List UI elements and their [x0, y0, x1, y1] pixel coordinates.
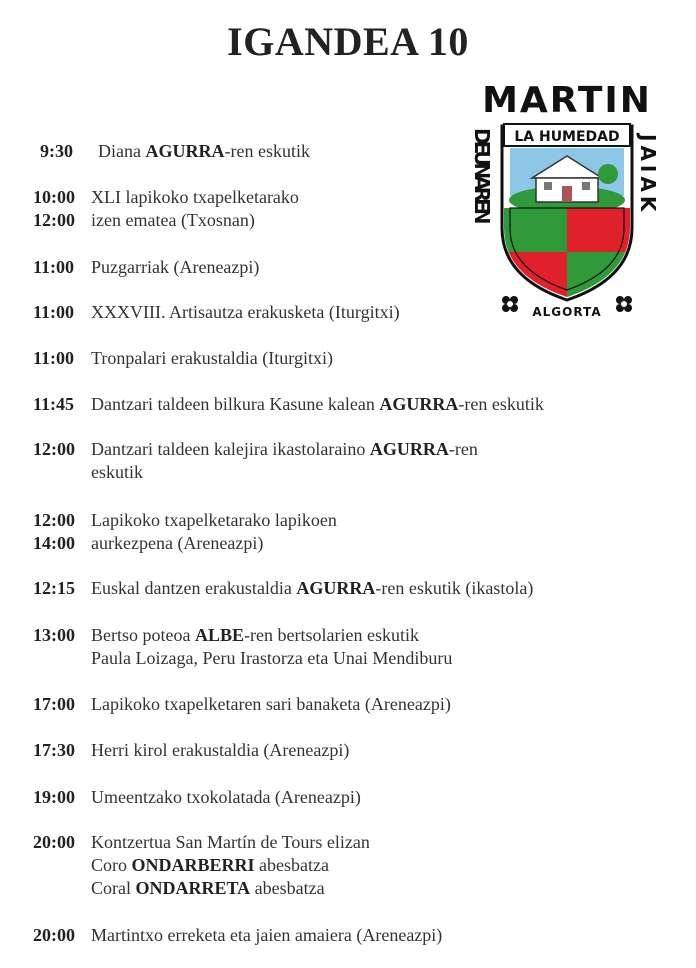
schedule-text: Paula Loizaga, Peru Irastorza eta Unai Mendiburu	[91, 648, 453, 668]
lauburu-icon-left	[502, 296, 518, 312]
organizer-name: AGURRA	[379, 394, 459, 414]
schedule-text: eskutik	[91, 462, 143, 482]
schedule-time: 11:00	[33, 257, 75, 277]
schedule-text: Puzgarriak (Areneazpi)	[91, 257, 260, 277]
schedule-time: 9:30	[40, 141, 73, 161]
schedule-line	[33, 509, 337, 532]
schedule-entry	[33, 624, 452, 670]
organizer-name: AGURRA	[369, 439, 449, 459]
schedule-line	[33, 831, 370, 854]
schedule-time: 19:00	[33, 787, 75, 807]
schedule-line	[33, 186, 299, 209]
schedule-text: izen ematea (Txosnan)	[91, 210, 255, 230]
schedule-time: 11:45	[33, 394, 75, 414]
schedule-text: -ren eskutik	[224, 141, 310, 161]
schedule-line	[33, 624, 452, 647]
schedule-entry	[40, 140, 310, 163]
schedule-text: Herri kirol erakustaldia (Areneazpi)	[91, 740, 350, 760]
lauburu-icon-right	[616, 296, 632, 312]
schedule-line	[33, 647, 452, 670]
schedule-time: 20:00	[33, 832, 75, 852]
schedule-time: 10:00	[33, 187, 75, 207]
schedule-time: 17:30	[33, 740, 75, 760]
schedule-line	[33, 786, 361, 809]
schedule-entry	[33, 438, 478, 484]
schedule-line	[33, 438, 478, 461]
schedule-text: abesbatza	[254, 855, 329, 875]
schedule-entry	[33, 786, 361, 809]
schedule-line	[33, 301, 400, 324]
schedule-time: 17:00	[33, 694, 75, 714]
schedule-time: 14:00	[33, 533, 75, 553]
organizer-name: AGURRA	[145, 141, 225, 161]
schedule-line	[33, 532, 337, 555]
schedule-entry	[33, 301, 400, 324]
schedule-time: 12:15	[33, 578, 75, 598]
schedule-entry	[33, 693, 451, 716]
schedule-text: -ren eskutik	[458, 394, 544, 414]
schedule-text: Coral	[91, 878, 136, 898]
schedule-entry	[33, 393, 544, 416]
schedule-entry	[33, 256, 259, 279]
schedule-entry	[33, 186, 299, 232]
schedule-text: Dantzari taldeen bilkura Kasune kalean	[91, 394, 380, 414]
schedule-text: Lapikoko txapelketaren sari banaketa (Areneazpi)	[91, 694, 451, 714]
schedule-text: abesbatza	[250, 878, 325, 898]
schedule-line	[33, 693, 451, 716]
schedule-line	[33, 209, 299, 232]
schedule-text: Kontzertua San Martín de Tours elizan	[91, 832, 370, 852]
schedule-text: Euskal dantzen erakustaldia	[91, 578, 297, 598]
schedule-entry	[33, 347, 333, 370]
schedule-text: Martintxo erreketa eta jaien amaiera (Areneazpi)	[91, 925, 443, 945]
organizer-name: AGURRA	[296, 578, 376, 598]
schedule-time: 20:00	[33, 925, 75, 945]
logo-left-text: DEUNAREN	[470, 128, 494, 221]
logo-top-text: MARTIN	[482, 80, 652, 121]
schedule-entry	[33, 924, 442, 947]
logo-shield	[502, 124, 632, 302]
schedule-text: XXXVIII. Artisautza erakusketa (Iturgitxi)	[91, 302, 400, 322]
schedule-time: 13:00	[33, 625, 75, 645]
schedule-time: 11:00	[33, 302, 75, 322]
organizer-name: ALBE	[194, 625, 245, 645]
schedule-time: 11:00	[33, 348, 75, 368]
schedule-line	[33, 347, 333, 370]
schedule-text: Dantzari taldeen kalejira ikastolaraino	[91, 439, 370, 459]
schedule-line	[33, 577, 533, 600]
schedule-line	[33, 924, 442, 947]
schedule-line	[33, 877, 370, 900]
schedule-entry	[33, 739, 349, 762]
schedule-line	[40, 140, 310, 163]
schedule-time: 12:00	[33, 510, 75, 530]
schedule-text: aurkezpena (Areneazpi)	[91, 533, 264, 553]
page-title: IGANDEA 10	[227, 19, 469, 64]
schedule-line	[33, 461, 478, 484]
organizer-name: ONDARRETA	[135, 878, 251, 898]
schedule-entry	[33, 831, 370, 900]
schedule-entry	[33, 509, 337, 555]
schedule-text: XLI lapikoko txapelketarako	[91, 187, 299, 207]
schedule-line	[33, 854, 370, 877]
schedule-text: Tronpalari erakustaldia (Iturgitxi)	[91, 348, 333, 368]
schedule-text: -ren	[448, 439, 478, 459]
schedule-text: -ren eskutik (ikastola)	[375, 578, 534, 598]
schedule-entry	[33, 577, 533, 600]
schedule-line	[33, 256, 259, 279]
schedule-text: Diana	[98, 141, 146, 161]
schedule-text: -ren bertsolarien eskutik	[244, 625, 419, 645]
schedule-line	[33, 739, 349, 762]
schedule-line	[33, 393, 544, 416]
tree-icon	[598, 164, 618, 184]
schedule-time: 12:00	[33, 439, 75, 459]
logo-banner-text: LA HUMEDAD	[514, 129, 620, 145]
schedule-text: Lapikoko txapelketarako lapikoen	[91, 510, 337, 530]
schedule-time: 12:00	[33, 210, 75, 230]
schedule-text: Umeentzako txokolatada (Areneazpi)	[91, 787, 361, 807]
logo-right-text: JAIAK	[636, 134, 660, 216]
organizer-name: ONDARBERRI	[131, 855, 255, 875]
schedule-text: Coro	[91, 855, 132, 875]
logo-bottom-text: ALGORTA	[532, 305, 602, 319]
festival-logo	[470, 78, 660, 322]
schedule-text: Bertso poteoa	[91, 625, 195, 645]
